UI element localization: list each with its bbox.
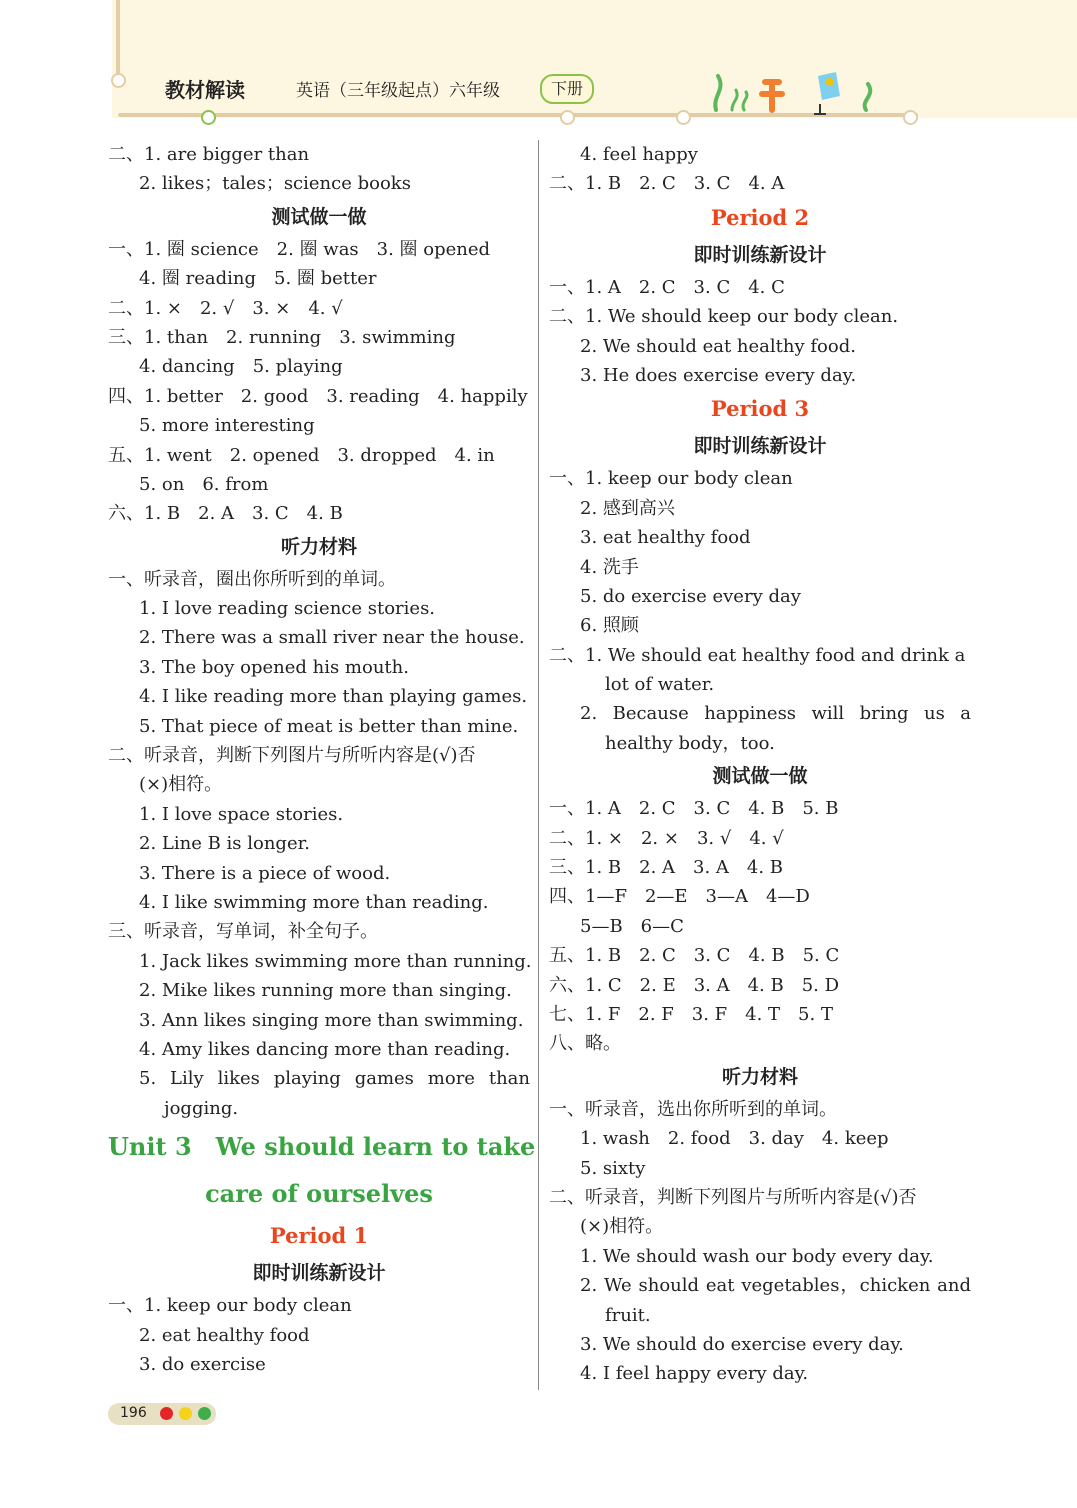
unit-heading: care of ourselves <box>205 1179 433 1209</box>
right-column <box>549 140 971 1389</box>
column-divider <box>538 140 539 1390</box>
page-header <box>112 0 1077 118</box>
answer-line: 3. Ann likes singing more than swimming. <box>139 1009 524 1031</box>
answer-line: 5. That piece of meat is better than mine. <box>139 715 519 737</box>
unit-heading: Unit 3 We should learn to take <box>108 1132 536 1162</box>
header-marker <box>111 73 126 88</box>
answer-line: 一、1. 圈 science 2. 圈 was 3. 圈 opened <box>108 238 491 260</box>
answer-line: healthy body，too. <box>605 732 775 754</box>
answer-line: 五、1. B 2. C 3. C 4. B 5. C <box>549 945 840 967</box>
book-subtitle: 英语（三年级起点）六年级 <box>296 81 500 101</box>
green-dot-icon <box>198 1407 211 1420</box>
answer-line: 6. 照顾 <box>580 615 639 637</box>
answer-line: 2. likes；tales；science books <box>139 173 411 195</box>
answer-line: 4. Amy likes dancing more than reading. <box>139 1038 511 1060</box>
answer-line: 二、1. × 2. √ 3. × 4. √ <box>108 297 343 319</box>
answer-line: 5. on 6. from <box>139 473 269 495</box>
answer-line: 一、1. A 2. C 3. C 4. C <box>549 276 785 298</box>
answer-line: 一、听录音，圈出你所听到的单词。 <box>108 568 396 590</box>
book-title: 教材解读 <box>165 78 245 102</box>
answer-line: 2. eat healthy food <box>139 1324 310 1346</box>
answer-line: 六、1. B 2. A 3. C 4. B <box>108 503 343 525</box>
answer-line: 3. He does exercise every day. <box>580 364 857 386</box>
answer-line: 五、1. went 2. opened 3. dropped 4. in <box>108 444 495 466</box>
answer-line: 二、1. are bigger than <box>108 144 310 165</box>
answer-line: 4. dancing 5. playing <box>139 356 343 378</box>
answer-line: 3. The boy opened his mouth. <box>139 656 409 678</box>
answer-line: (×)相符。 <box>139 774 223 796</box>
answer-line: 5. sixty <box>580 1157 646 1179</box>
answer-line: 3. eat healthy food <box>580 527 751 549</box>
answer-line: 三、1. B 2. A 3. A 4. B <box>549 857 784 879</box>
section-heading: 听力材料 <box>721 1065 798 1088</box>
answer-line: 4. feel happy <box>580 144 698 165</box>
answer-line: 一、1. A 2. C 3. C 4. B 5. B <box>549 798 839 820</box>
volume-badge: 下册 <box>540 74 594 104</box>
answer-line: 三、听录音，写单词，补全句子。 <box>108 921 378 943</box>
period-heading: Period 1 <box>269 1223 369 1249</box>
answer-line: 二、听录音，判断下列图片与所听内容是(√)否 <box>108 745 476 767</box>
answer-line: fruit. <box>605 1304 651 1326</box>
section-heading: 即时训练新设计 <box>252 1262 386 1285</box>
answer-line: 4. 圈 reading 5. 圈 better <box>139 268 377 290</box>
answer-line: 5. Lily likes playing games more than <box>139 1068 530 1090</box>
answer-line: jogging. <box>164 1097 239 1119</box>
answer-line: (×)相符。 <box>580 1216 664 1238</box>
section-heading: 测试做一做 <box>271 205 367 228</box>
answer-line: 1. I love space stories. <box>139 803 344 825</box>
answer-line: 1. We should wash our body every day. <box>580 1245 934 1267</box>
header-marker <box>676 110 691 125</box>
yellow-dot-icon <box>179 1407 192 1420</box>
red-dot-icon <box>160 1407 173 1420</box>
answer-line: 5. more interesting <box>139 415 315 437</box>
answer-line: 2. Line B is longer. <box>139 833 310 855</box>
answer-line: 二、1. B 2. C 3. C 4. A <box>549 173 785 195</box>
section-heading: 即时训练新设计 <box>693 243 827 266</box>
answer-line: lot of water. <box>605 674 715 696</box>
answer-line: 八、略。 <box>549 1033 621 1055</box>
answer-line: 2. We should eat vegetables，chicken and <box>580 1275 971 1297</box>
page-number: 196 <box>120 1405 147 1421</box>
answer-line: 一、听录音，选出你所听到的单词。 <box>549 1098 837 1120</box>
answer-line: 二、听录音，判断下列图片与所听内容是(√)否 <box>549 1186 917 1208</box>
period-heading: Period 2 <box>710 204 810 230</box>
answer-line: 5. do exercise every day <box>580 585 801 607</box>
section-heading: 即时训练新设计 <box>693 435 827 458</box>
answer-line: 3. do exercise <box>139 1353 266 1375</box>
answer-line: 四、1—F 2—E 3—A 4—D <box>549 886 810 908</box>
answer-line: 一、1. keep our body clean <box>108 1295 352 1317</box>
answer-line: 七、1. F 2. F 3. F 4. T 5. T <box>549 1003 833 1025</box>
answer-line: 2. We should eat healthy food. <box>580 335 856 357</box>
period-heading: Period 3 <box>710 396 810 422</box>
answer-line: 4. I like reading more than playing games. <box>139 686 528 708</box>
answer-line: 1. I love reading science stories. <box>139 598 436 620</box>
answer-line: 1. wash 2. food 3. day 4. keep <box>580 1128 889 1150</box>
answer-line: 1. Jack likes swimming more than running. <box>139 950 532 972</box>
answer-line: 六、1. C 2. E 3. A 4. B 5. D <box>549 974 840 996</box>
answer-line: 二、1. We should eat healthy food and drink a <box>549 644 966 666</box>
left-column <box>108 140 536 1379</box>
answer-line: 4. I like swimming more than reading. <box>139 891 489 913</box>
answer-line: 四、1. better 2. good 3. reading 4. happily <box>108 385 528 407</box>
plant-decoration-icon <box>710 66 890 116</box>
section-heading: 测试做一做 <box>712 765 808 788</box>
answer-line: 5—B 6—C <box>580 915 684 937</box>
header-marker <box>201 110 216 125</box>
answer-line: 4. I feel happy every day. <box>580 1363 809 1385</box>
header-marker <box>903 110 918 125</box>
answer-line: 三、1. than 2. running 3. swimming <box>108 326 456 348</box>
answer-line: 一、1. keep our body clean <box>549 468 793 490</box>
section-heading: 听力材料 <box>280 535 357 558</box>
answer-line: 2. Because happiness will bring us a <box>580 703 971 725</box>
answer-line: 2. There was a small river near the house. <box>139 627 525 649</box>
header-marker <box>560 110 575 125</box>
answer-line: 二、1. × 2. × 3. √ 4. √ <box>549 827 784 849</box>
answer-line: 4. 洗手 <box>580 556 639 578</box>
answer-line: 2. Mike likes running more than singing. <box>139 980 512 1002</box>
answer-line: 二、1. We should keep our body clean. <box>549 306 899 328</box>
answer-line: 3. We should do exercise every day. <box>580 1333 904 1355</box>
answer-line: 2. 感到高兴 <box>580 497 675 519</box>
answer-line: 3. There is a piece of wood. <box>139 862 391 884</box>
